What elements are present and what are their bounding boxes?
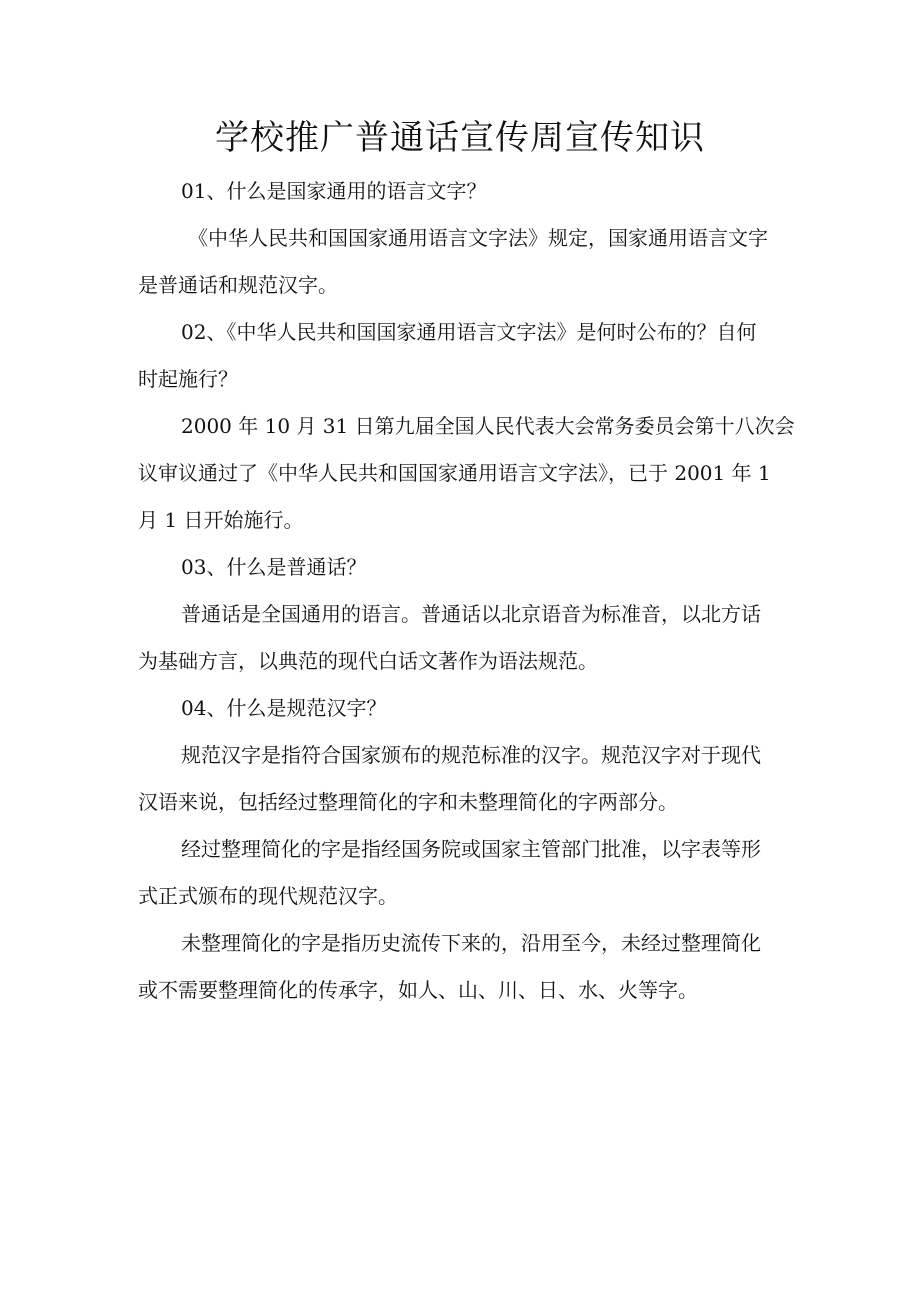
question-4 (138, 685, 782, 732)
text-line: 时起施行？ (138, 367, 238, 391)
text-line: 《中华人民共和国国家通用语言文字法》规定，国家通用语言文字 (188, 226, 768, 250)
text-line: 2000 年 10 月 31 日第九届全国人民代表大会常务委员会第十八次会 (181, 414, 795, 438)
question-1 (138, 168, 782, 215)
text-line: 普通话是全国通用的语言。普通话以北京语音为标准音，以北方话 (181, 602, 761, 626)
text-line: 是普通话和规范汉字。 (138, 273, 338, 297)
answer-4 (138, 732, 782, 826)
question-3 (138, 544, 782, 591)
document-title: 学校推广普通话宣传周宣传知识 (215, 118, 705, 158)
text-line: 式正式颁布的现代规范汉字。 (138, 884, 398, 908)
text-line: 月 1 日开始施行。 (138, 508, 304, 532)
text-line: 经过整理简化的字是指经国务院或国家主管部门批准，以字表等形 (181, 837, 761, 861)
text-line: 汉语来说，包括经过整理简化的字和未整理简化的字两部分。 (138, 790, 678, 814)
text-line: 规范汉字是指符合国家颁布的规范标准的汉字。规范汉字对于现代 (181, 743, 761, 767)
text-line: 议审议通过了《中华人民共和国国家通用语言文字法》，已于 2001 年 1 (138, 461, 771, 485)
answer-4-traditional (138, 920, 782, 1014)
text-line: 未整理简化的字是指历史流传下来的，沿用至今，未经过整理简化 (181, 931, 761, 955)
text-line: 01、什么是国家通用的语言文字？ (181, 179, 487, 203)
answer-3 (138, 591, 782, 685)
question-2 (138, 309, 782, 403)
text-line: 02、《中华人民共和国国家通用语言文字法》是何时公布的？自何 (181, 320, 757, 344)
answer-1 (138, 215, 782, 309)
answer-4-simplified (138, 826, 782, 920)
text-line: 04、什么是规范汉字？ (181, 696, 387, 720)
document-body (138, 168, 795, 1014)
text-line: 或不需要整理简化的传承字，如人、山、川、日、水、火等字。 (138, 978, 698, 1002)
answer-2 (138, 403, 795, 544)
text-line: 为基础方言，以典范的现代白话文著作为语法规范。 (138, 649, 598, 673)
text-line: 03、什么是普通话？ (181, 555, 367, 579)
